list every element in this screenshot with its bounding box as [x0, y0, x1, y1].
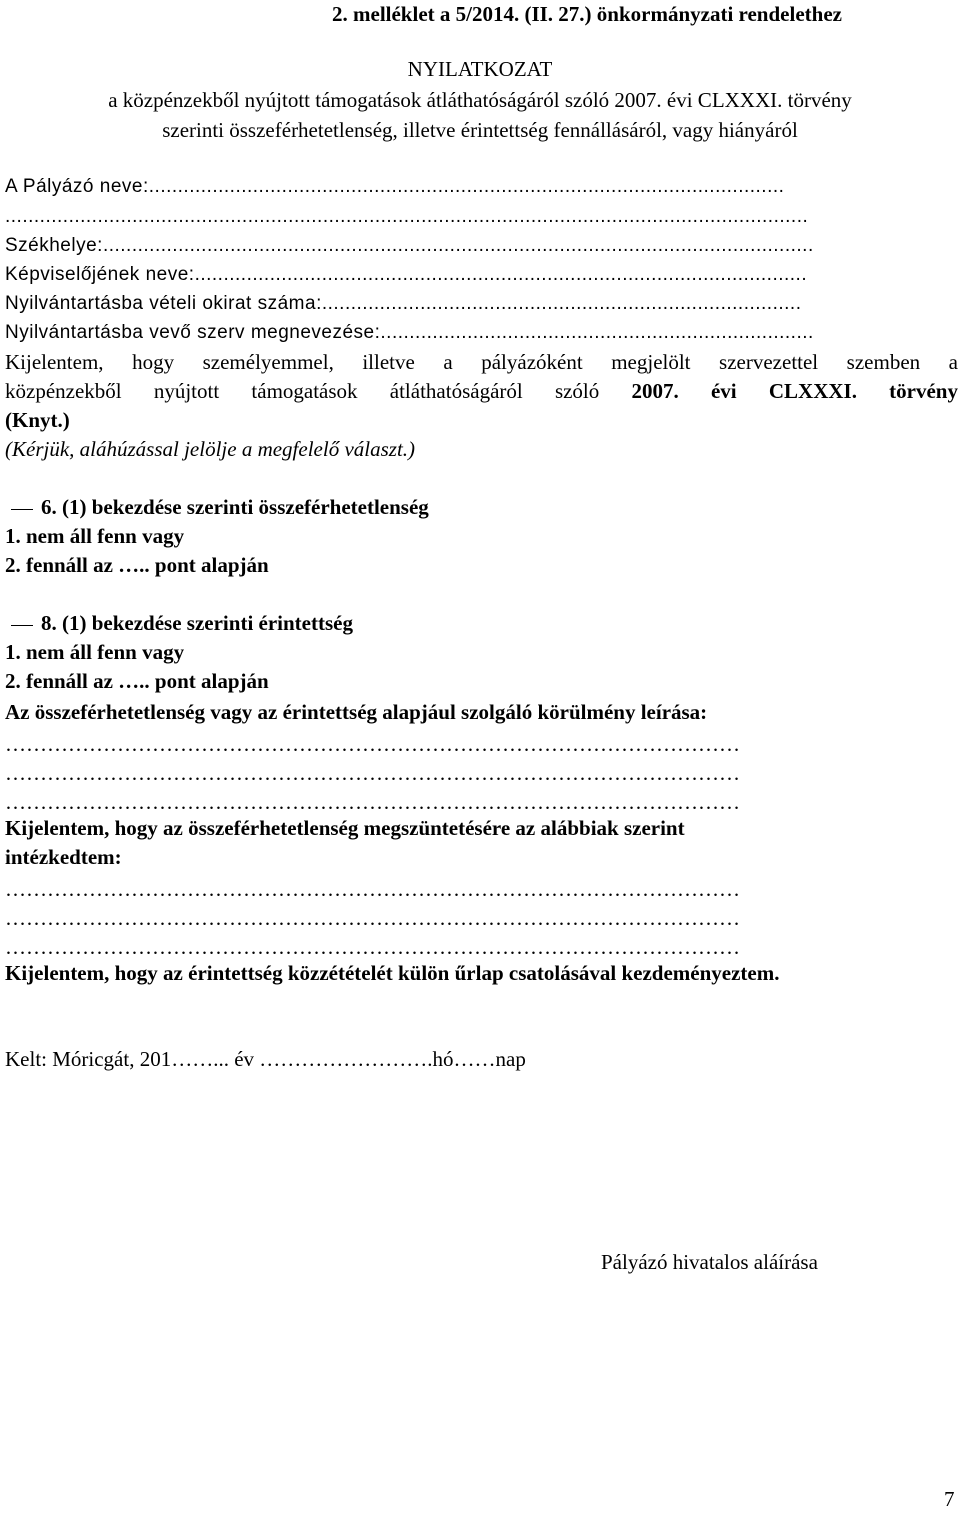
- page-number: 7: [944, 1487, 955, 1511]
- applicant-name-field-continuation[interactable]: ...........................................................................................................................................: [5, 206, 809, 227]
- section8-option2[interactable]: 2. fennáll az ….. pont alapján: [5, 669, 269, 693]
- section8-number: 8.: [41, 611, 57, 635]
- measures-line[interactable]: ……………………………………………………………………………………………: [5, 906, 740, 930]
- section8-heading: [5, 611, 353, 635]
- description-line[interactable]: ……………………………………………………………………………………………: [5, 732, 740, 756]
- measures-label-line1: Kijelentem, hogy az összeférhetetlenség megszüntetésére az alábbiak szerint: [5, 816, 685, 840]
- document-subtitle-line2: szerinti összeférhetetlenség, illetve érintettség fennállásáról, vagy hiányáról: [162, 118, 798, 142]
- declaration-line2-text: közpénzekből nyújtott támogatások átláthatóságáról szóló 2007. évi CLXXXI. törvény: [5, 379, 958, 403]
- declaration-line3: (Knyt.): [5, 408, 70, 432]
- measures-line[interactable]: ……………………………………………………………………………………………: [5, 935, 740, 959]
- underline-instruction: (Kérjük, aláhúzással jelölje a megfelelő választ.): [5, 437, 416, 461]
- section8-option1[interactable]: 1. nem áll fenn vagy: [5, 640, 185, 664]
- representative-field[interactable]: Képviselőjének neve:..........................................................................................................: [5, 264, 808, 285]
- document-subtitle-line1: a közpénzekből nyújtott támogatások átláthatóságáról szóló 2007. évi CLXXXI. törvény: [108, 88, 852, 112]
- registering-body-field[interactable]: Nyilvántartásba vevő szerv megnevezése:...........................................................................: [5, 322, 814, 343]
- section8-heading-text: (1) bekezdése szerinti érintettség: [62, 611, 353, 635]
- law-reference: 2007. évi CLXXXI. törvény: [631, 379, 958, 403]
- section6-heading-text: (1) bekezdése szerinti összeférhetetlenség: [62, 495, 429, 519]
- publication-statement: Kijelentem, hogy az érintettség közzétételét külön űrlap csatolásával kezdeményeztem.: [5, 961, 780, 985]
- measures-line[interactable]: ……………………………………………………………………………………………: [5, 877, 740, 901]
- dash-mark: [11, 625, 33, 626]
- description-line[interactable]: ……………………………………………………………………………………………: [5, 761, 740, 785]
- section6-option1[interactable]: 1. nem áll fenn vagy: [5, 524, 185, 548]
- description-line[interactable]: ……………………………………………………………………………………………: [5, 790, 740, 814]
- seat-field[interactable]: Székhelye:...........................................................................................................................: [5, 235, 814, 256]
- measures-label-line2: intézkedtem:: [5, 845, 122, 869]
- declaration-line2: [5, 379, 958, 403]
- document-title: NYILATKOZAT: [407, 57, 553, 81]
- section6-number: 6.: [41, 495, 57, 519]
- description-label: Az összeférhetetlenség vagy az érintettség alapjául szolgáló körülmény leírása:: [5, 700, 708, 724]
- signature-label: Pályázó hivatalos aláírása: [601, 1250, 818, 1274]
- section6-option2[interactable]: 2. fennáll az ….. pont alapján: [5, 553, 269, 577]
- date-line[interactable]: Kelt: Móricgát, 201……... év …………………….hó……nap: [5, 1047, 526, 1071]
- annex-reference: 2. melléklet a 5/2014. (II. 27.) önkormányzati rendelethez: [332, 2, 842, 26]
- declaration-line1: Kijelentem, hogy személyemmel, illetve a pályázóként megjelölt szervezettel szemben a: [5, 350, 958, 374]
- section6-heading: [5, 495, 429, 519]
- applicant-name-field[interactable]: A Pályázó neve:..............................................................................................................: [5, 176, 785, 197]
- registration-number-field[interactable]: Nyilvántartásba vételi okirat száma:...................................................................................: [5, 293, 802, 314]
- dash-mark: [11, 509, 33, 510]
